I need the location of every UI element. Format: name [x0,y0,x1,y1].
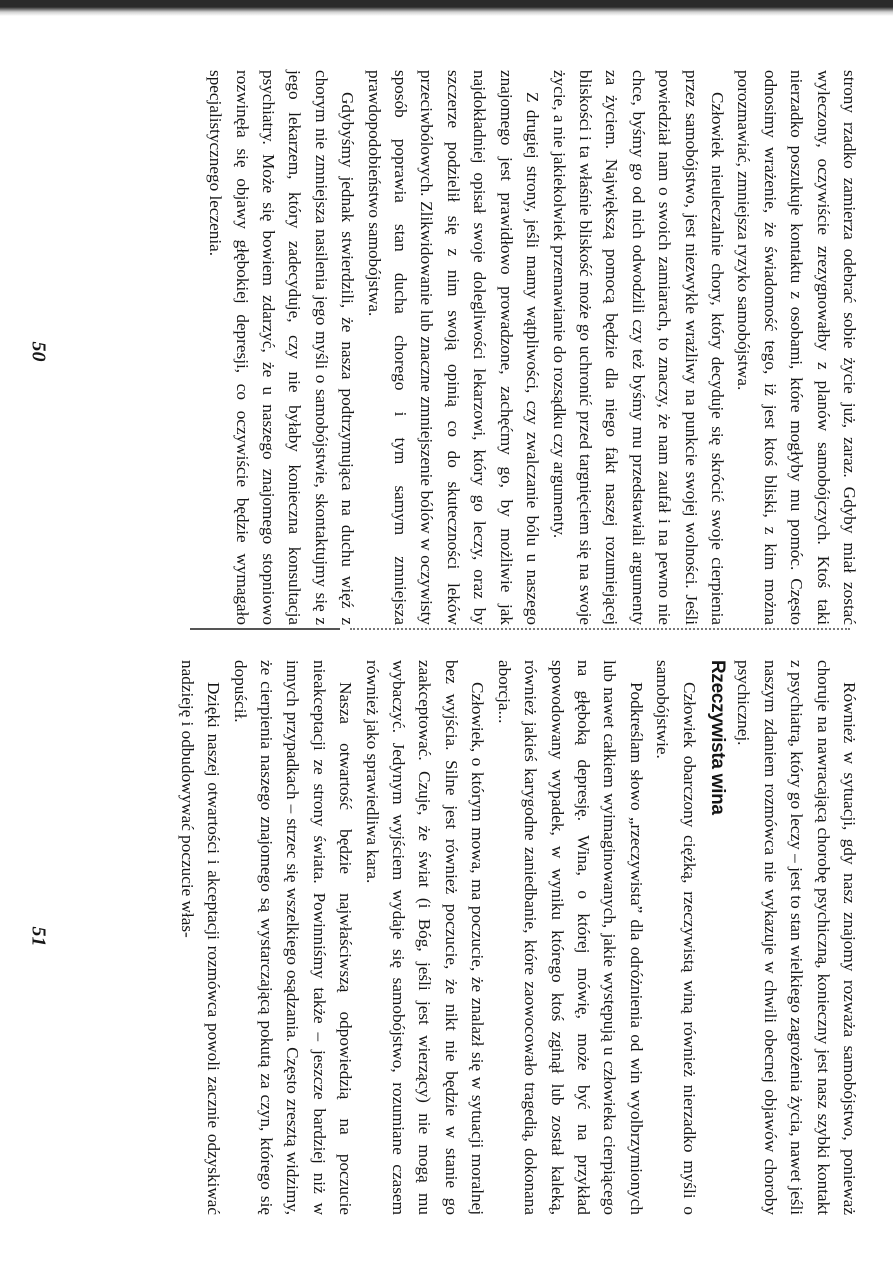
left-page [97,70,862,625]
right-paragraph-3: Człowiek, o którym mowa, ma poczucie, że znalazł się w sytuacji moralnej bez wyjścia. Silne jest również poczucie, że nikt nie będzie w stanie go zaakceptować. Czuje, że świat (i Bóg, jeśli jest wierzący) nie mogą mu wybaczyć. Jedynym wyjściem wydaje się samobójstwo, rozumiane czasem również jako sprawiedliwa kara. [362,660,488,1215]
page-fold-dots [350,628,850,631]
left-paragraph-4: Gdybyśmy jednak stwierdzili, że nasza podtrzymująca na duchu więź z chorym nie zmniejsza nasilenia jego myśli o samobójstwie, skontaktujmy się z jego lekarzem, który zadecyduje, czy nie byłaby konieczna konsultacja psychiatry. Może się bowiem zdarzyć, że u naszego znajomego stopniowo rozwinęła się objawy głębokiej depresji, co oczywiście będzie wymagało specjalistycznego leczenia. [206,70,358,625]
left-paragraph-3: Z drugiej strony, jeśli mamy wątpliwości, czy zwalczanie bólu u naszego znajomego jest prawidłowo prowadzone, zachęćmy go, by możliwie jak najdokładniej opisał swoje dolegliwości lekarzowi, który go leczy, oraz by szczerze podzielił się z nim swoją opinią co do skuteczności leków przeciwbólowych. Zlikwidowanie lub znaczne zmniejszenie bólów w oczywisty sposób poprawia stan ducha chorego i tym samym zmniejsza prawdopodobieństwo samobójstwa. [364,70,543,625]
right-intro-paragraph: Również w sytuacji, gdy nasz znajomy rozważa samobójstwo, ponieważ choruje na nawracającą chorobę psychiczną, konieczny jest nasz szybki kontakt z psychiatrą, który go leczy – jest to stan wielkiego zagrożenia życia, nawet jeśli naszym zdaniem rozmówca nie wykazuje w chwili obecnej objawów choroby psychicznej. [734,660,859,1215]
right-paragraph-1: Człowiek obarczony ciężką, rzeczywistą winą również nierzadko myśli o samobójstwie. [653,660,699,1215]
page-fold-line [190,628,340,630]
left-paragraph-2: Człowiek nieuleczalnie chory, który decyduje się skrócić swoje cierpienia przez samobójstwo, jest niezwykle wrażliwy na punkcie swojej wolności. Jeśli powiedział nam o swoich zamiarach, to znaczy, że nam zaufał i na pewno nie chce, byśmy go od nich odwodzili czy też byśmy mu przedstawiali argumenty za życiem. Największą pomocą będzie dla niego fakt naszej rozumiejącej bliskości i ta właśnie bliskość może go uchronić przed targnięciem się na swoje życie, a nie jakiekolwiek przemawianie do rozsądku czy argumenty. [549,70,727,625]
right-page [97,660,862,1215]
right-paragraph-2: Podkreślam słowo „rzeczywista” dla odróżnienia od win wyolbrzymionych lub nawet całkiem wyimaginowanych, jakie występują u człowieka cierpiącego na głęboką depresję. Wina, o której mówię, może być na przykład spowodowany wypadek, w wyniku którego ktoś zginął lub został kaleką, również jakieś karygodne zaniedbanie, które zaowocowało tragedią, dokonana aborcja... [494,660,646,1215]
scan-top-edge [0,0,893,16]
right-paragraph-5: Dzięki naszej otwartości i akceptacji rozmówca powoli zacznie odzyskiwać nadzieję i odbudowywać poczucie włas- [177,660,224,1215]
section-heading: Rzeczywista wina [706,660,728,815]
right-page-number: 51 [27,926,50,947]
left-page-number: 50 [27,341,50,362]
left-paragraph-1: strony rzadko zamierza odebrać sobie życie już, zaraz. Gdyby miał zostać wyleczony, oczywiście zrezygnowałby z planów samobójczych. Ktoś taki nierzadko poszukuje kontaktu z osobami, które mogłyby mu pomóc. Często odnosimy wrażenie, że świadomość tego, iż jest ktoś bliski, z kim można porozmawiać, zmniejsza ryzyko samobójstwa. [734,70,859,625]
right-paragraph-4: Nasza otwartość będzie najwłaściwszą odpowiedzią na poczucie nieakceptacji ze strony świata. Powinniśmy także – jeszcze bardziej niż w innych przypadkach – strzec się wszelkiego osądzania. Często zresztą widzimy, że cierpienia naszego znajomego są wystarczającą pokutą za czyn, którego się dopuścił. [230,660,356,1215]
